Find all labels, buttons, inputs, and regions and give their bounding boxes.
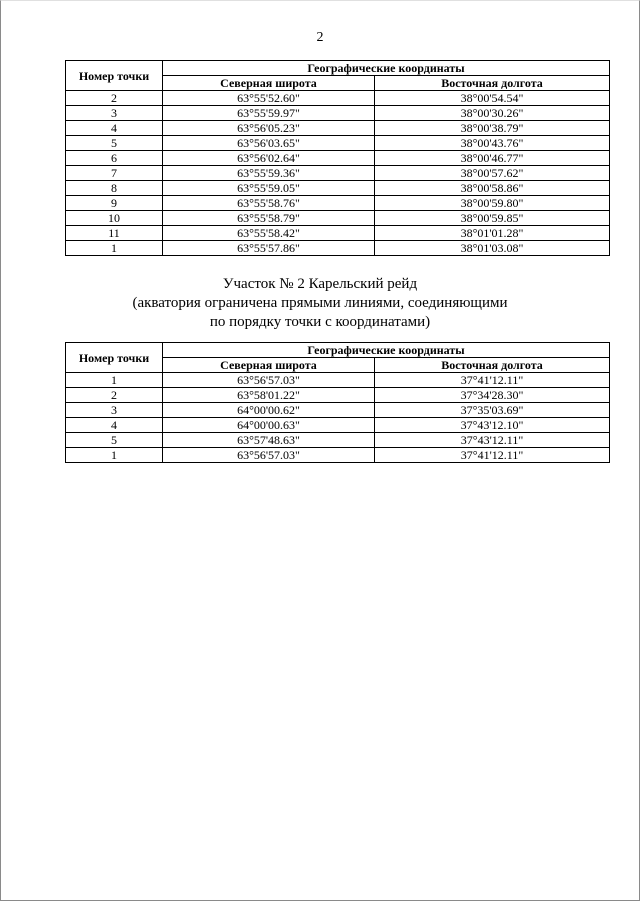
section-title: Участок № 2 Карельский рейд [222, 276, 418, 292]
point-number-cell: 7 [66, 166, 163, 181]
section-subtitle-line1: (акватория ограничена прямыми линиями, соединяющими [132, 295, 508, 311]
point-number-cell: 10 [66, 211, 163, 226]
table-row [66, 373, 610, 388]
section-heading [0, 275, 640, 332]
latitude-cell: 64°00'00.62" [163, 403, 375, 418]
table-row [66, 181, 610, 196]
table-row [66, 136, 610, 151]
longitude-cell: 38°00'30.26" [375, 106, 610, 121]
point-number-cell: 2 [66, 91, 163, 106]
latitude-cell: 63°55'59.05" [163, 181, 375, 196]
table-row [66, 121, 610, 136]
page-number: 2 [316, 30, 324, 45]
point-number-cell: 9 [66, 196, 163, 211]
table-row [66, 226, 610, 241]
longitude-cell: 38°00'54.54" [375, 91, 610, 106]
point-number-cell: 1 [66, 241, 163, 256]
table-row [66, 151, 610, 166]
latitude-cell: 63°55'58.42" [163, 226, 375, 241]
point-number-cell: 5 [66, 136, 163, 151]
latitude-cell: 63°58'01.22" [163, 388, 375, 403]
latitude-cell: 63°55'58.79" [163, 211, 375, 226]
latitude-cell: 63°55'58.76" [163, 196, 375, 211]
point-number-cell: 11 [66, 226, 163, 241]
longitude-cell: 38°00'57.62" [375, 166, 610, 181]
longitude-cell: 38°00'58.86" [375, 181, 610, 196]
longitude-cell: 37°43'12.11" [375, 433, 610, 448]
longitude-cell: 37°41'12.11" [375, 373, 610, 388]
longitude-cell: 38°01'01.28" [375, 226, 610, 241]
coordinates-table-2 [65, 342, 610, 463]
latitude-cell: 63°56'57.03" [163, 448, 375, 463]
header-east-longitude: Восточная долгота [375, 76, 610, 91]
header-geo-coordinates: Географические координаты [163, 61, 610, 76]
longitude-cell: 38°00'38.79" [375, 121, 610, 136]
point-number-cell: 2 [66, 388, 163, 403]
point-number-cell: 5 [66, 433, 163, 448]
point-number-cell: 4 [66, 418, 163, 433]
header-geo-coordinates: Географические координаты [163, 343, 610, 358]
longitude-cell: 37°35'03.69" [375, 403, 610, 418]
latitude-cell: 63°56'05.23" [163, 121, 375, 136]
header-point-number: Номер точки [66, 343, 163, 373]
latitude-cell: 63°56'03.65" [163, 136, 375, 151]
table-row [66, 418, 610, 433]
header-north-latitude: Северная широта [163, 358, 375, 373]
latitude-cell: 63°56'02.64" [163, 151, 375, 166]
latitude-cell: 63°55'59.97" [163, 106, 375, 121]
longitude-cell: 37°34'28.30" [375, 388, 610, 403]
latitude-cell: 64°00'00.63" [163, 418, 375, 433]
point-number-cell: 4 [66, 121, 163, 136]
header-north-latitude: Северная широта [163, 76, 375, 91]
header-east-longitude: Восточная долгота [375, 358, 610, 373]
coordinates-table-1 [65, 60, 610, 256]
longitude-cell: 37°43'12.10" [375, 418, 610, 433]
point-number-cell: 8 [66, 181, 163, 196]
latitude-cell: 63°56'57.03" [163, 373, 375, 388]
point-number-cell: 1 [66, 373, 163, 388]
longitude-cell: 37°41'12.11" [375, 448, 610, 463]
longitude-cell: 38°01'03.08" [375, 241, 610, 256]
point-number-cell: 3 [66, 403, 163, 418]
longitude-cell: 38°00'43.76" [375, 136, 610, 151]
longitude-cell: 38°00'59.80" [375, 196, 610, 211]
table-row [66, 388, 610, 403]
table-row [66, 241, 610, 256]
longitude-cell: 38°00'59.85" [375, 211, 610, 226]
table-row [66, 211, 610, 226]
latitude-cell: 63°55'52.60" [163, 91, 375, 106]
table-row [66, 106, 610, 121]
table-row [66, 403, 610, 418]
table-row [66, 166, 610, 181]
table-row [66, 433, 610, 448]
latitude-cell: 63°55'57.86" [163, 241, 375, 256]
point-number-cell: 3 [66, 106, 163, 121]
longitude-cell: 38°00'46.77" [375, 151, 610, 166]
point-number-cell: 6 [66, 151, 163, 166]
section-subtitle-line2: по порядку точки с координатами) [209, 314, 431, 330]
point-number-cell: 1 [66, 448, 163, 463]
latitude-cell: 63°55'59.36" [163, 166, 375, 181]
header-point-number: Номер точки [66, 61, 163, 91]
table-row [66, 448, 610, 463]
latitude-cell: 63°57'48.63" [163, 433, 375, 448]
table-row [66, 91, 610, 106]
table-row [66, 196, 610, 211]
